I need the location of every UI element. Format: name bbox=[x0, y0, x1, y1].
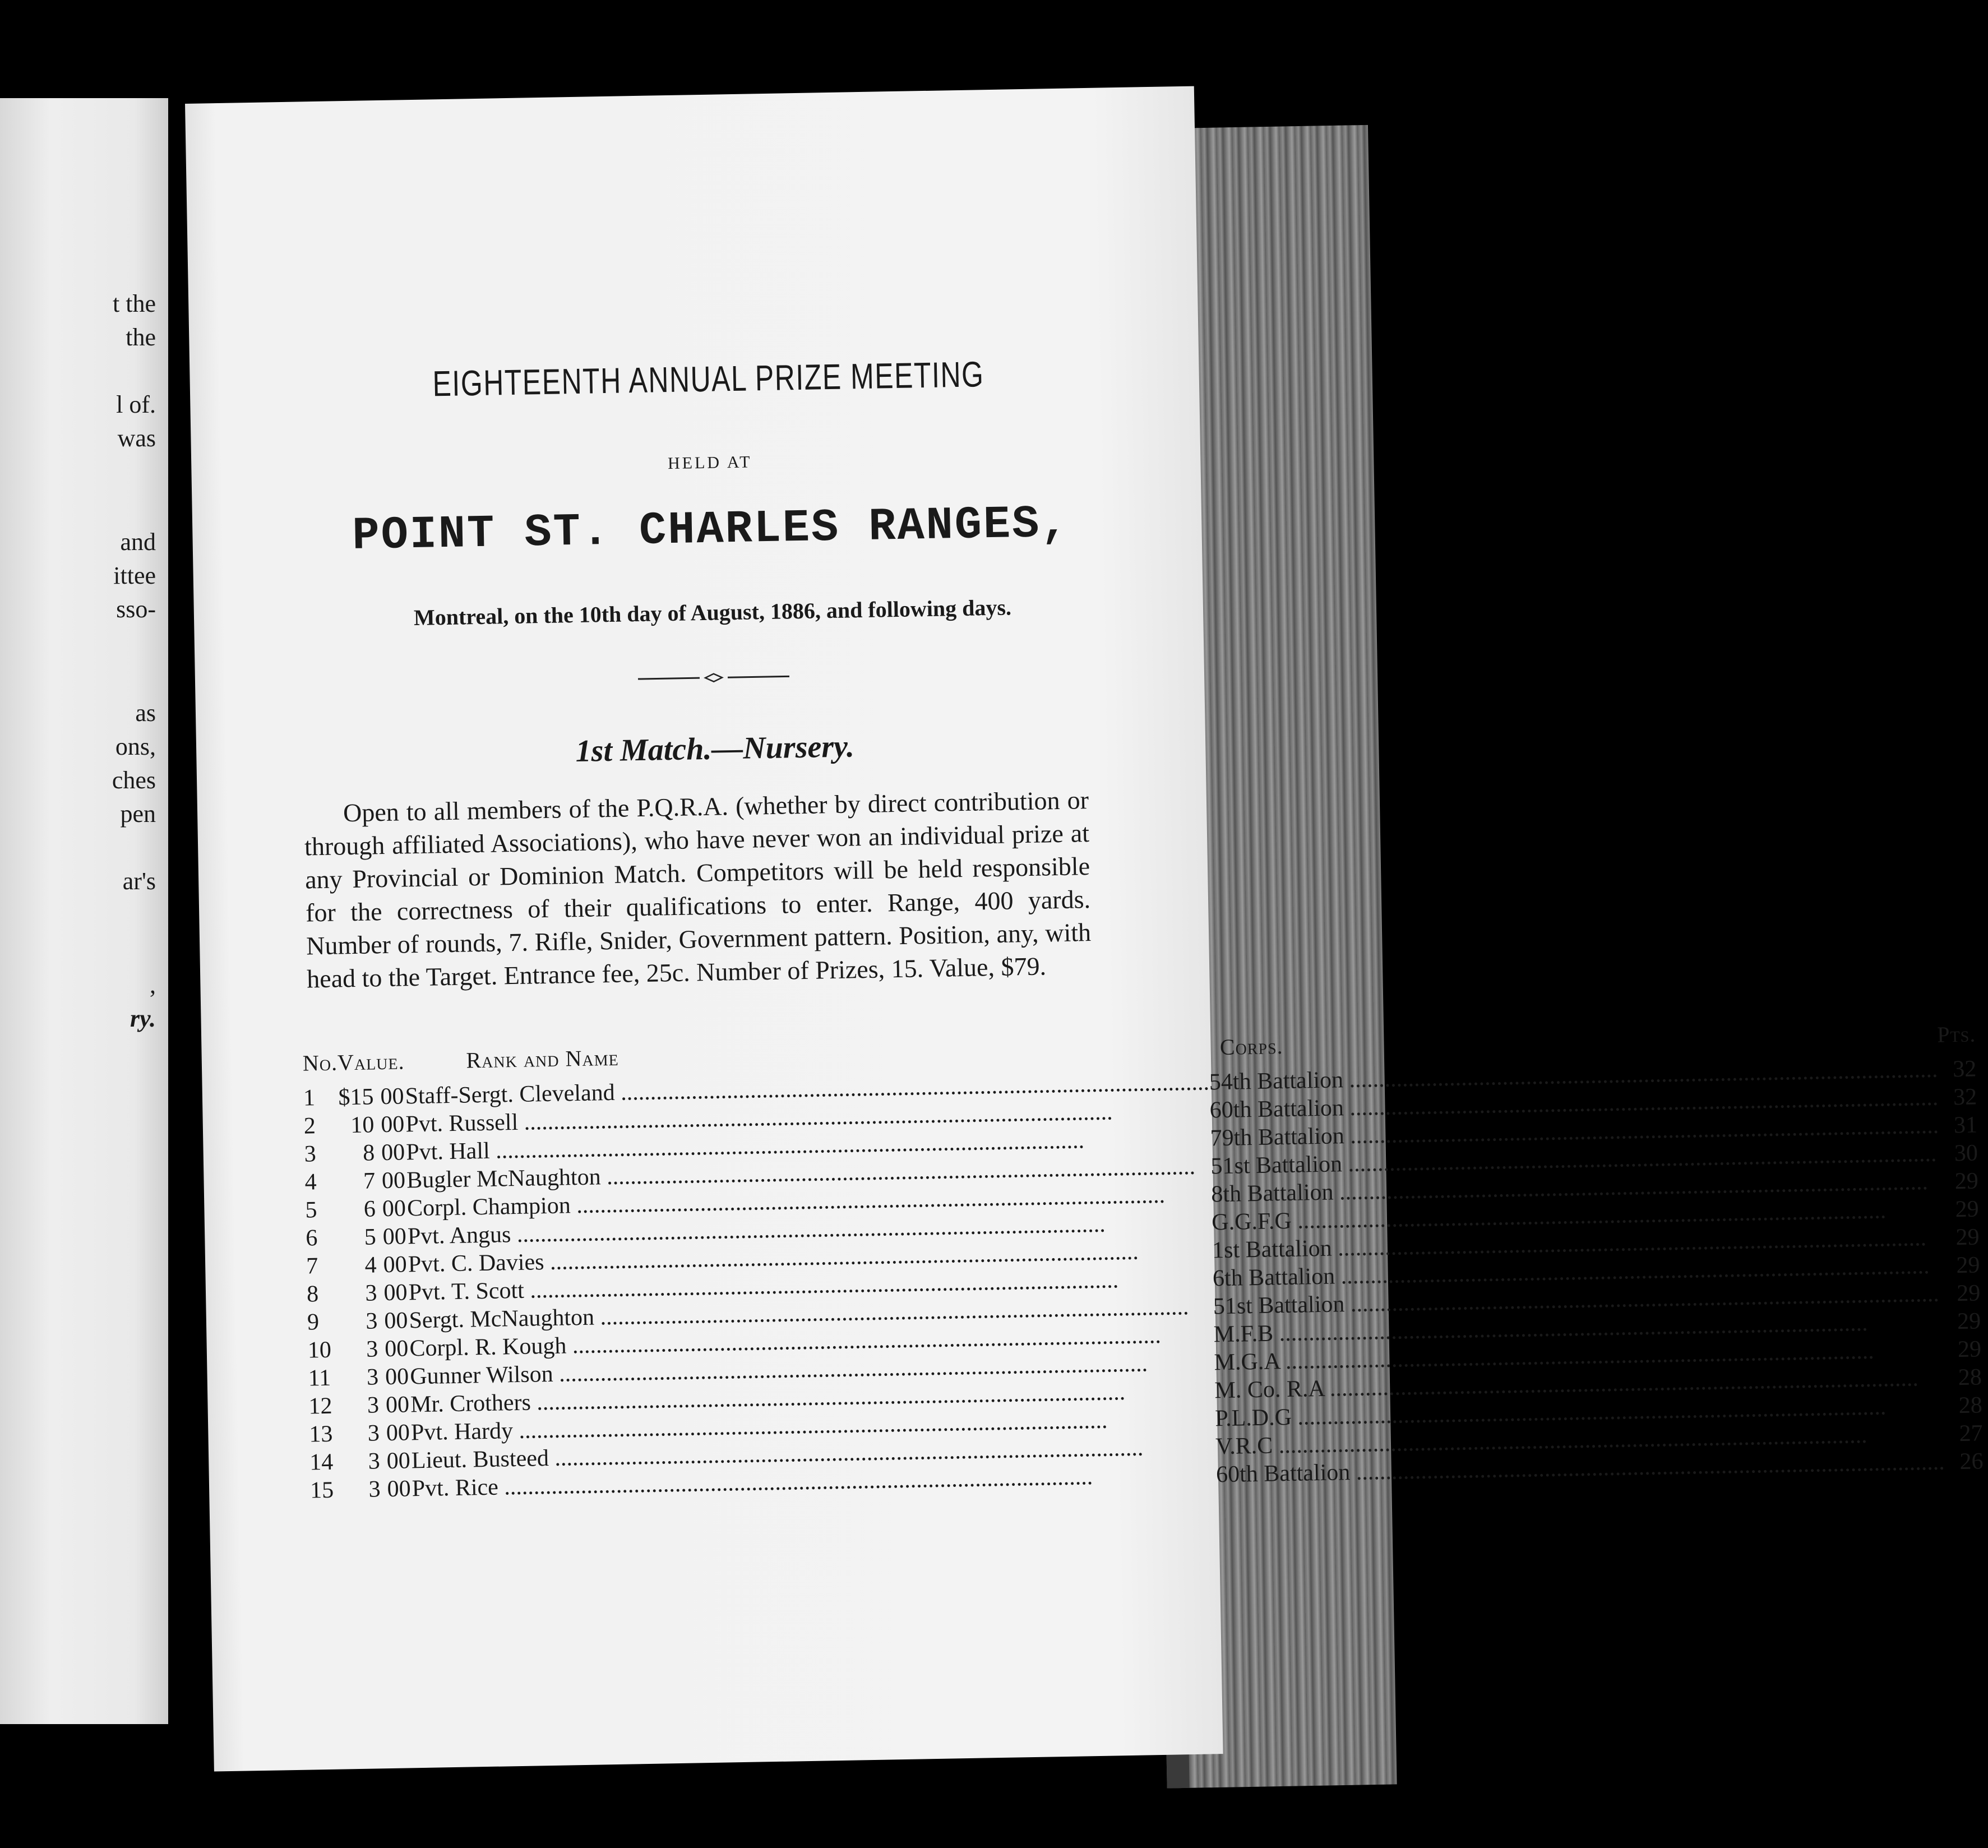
value-cents: 00 bbox=[386, 1448, 411, 1475]
match-description: Open to all members of the P.Q.R.A. (whether by direct contribution or through affiliated Associations), who have never won an individual prize at any Provincial or Dominion Match. Competitors will be held responsible for the correctness of their qualifications to enter. Range, 400 yards. Number of rounds, 7. Rifle, Snider, Government pattern. Position, any, with head to the Target. Entrance fee, 25c. Number of Prizes, 15. Value, $79. bbox=[304, 786, 1092, 994]
points: 26 bbox=[1959, 1448, 1984, 1475]
corps: 6th Battalion ..... bbox=[1213, 1252, 1941, 1293]
value-dollars: 3 bbox=[366, 1364, 379, 1390]
header-value: Value. bbox=[337, 1048, 405, 1075]
value-cents: 00 bbox=[383, 1279, 408, 1306]
left-fragment: ar's bbox=[122, 867, 156, 895]
value-cents: 00 bbox=[382, 1223, 407, 1250]
value-dollars: 3 bbox=[367, 1420, 380, 1447]
points: 32 bbox=[1952, 1056, 1977, 1083]
rank-and-name: Staff-Sergt. Cleveland ..... bbox=[405, 1068, 1209, 1110]
rank-and-name: Corpl. Champion ..... bbox=[407, 1180, 1212, 1222]
match-title: 1st Match.—Nursery. bbox=[575, 729, 855, 769]
value-dollars: 3 bbox=[368, 1476, 381, 1503]
rank-and-name: Bugler McNaughton ..... bbox=[406, 1152, 1211, 1194]
date-subtitle: Montreal, on the 10th day of August, 1886, and following days. bbox=[413, 594, 1012, 631]
points: 31 bbox=[1953, 1112, 1978, 1139]
left-facing-page bbox=[0, 98, 168, 1724]
corps: 51st Battalion ..... bbox=[1213, 1280, 1941, 1321]
prize-table-body bbox=[303, 1055, 1984, 1505]
header-corps: Corps. bbox=[1219, 1033, 1283, 1060]
row-number: 6 bbox=[305, 1225, 318, 1251]
held-at-label: HELD AT bbox=[667, 452, 752, 473]
value-cents: 00 bbox=[384, 1336, 409, 1362]
points: 27 bbox=[1959, 1420, 1984, 1447]
left-fragment: was bbox=[117, 424, 156, 452]
corps: V.R.C ..... bbox=[1215, 1420, 1944, 1461]
corps: P.L.D.G ..... bbox=[1215, 1392, 1944, 1433]
corps: M. Co. R.A ..... bbox=[1214, 1364, 1943, 1405]
corps: M.G.A ..... bbox=[1214, 1336, 1943, 1377]
row-number: 8 bbox=[306, 1281, 319, 1308]
rank-and-name: Pvt. T. Scott ..... bbox=[408, 1264, 1213, 1306]
points: 30 bbox=[1954, 1140, 1978, 1167]
row-number: 11 bbox=[308, 1365, 331, 1392]
value-dollars: 3 bbox=[367, 1392, 380, 1419]
value-cents: 00 bbox=[380, 1083, 404, 1110]
rank-and-name: Pvt. Angus ..... bbox=[408, 1208, 1212, 1250]
points: 29 bbox=[1955, 1224, 1980, 1251]
corps: 79th Battalion ..... bbox=[1210, 1112, 1939, 1153]
points: 32 bbox=[1953, 1084, 1977, 1111]
value-dollars: 7 bbox=[363, 1168, 376, 1194]
rank-and-name: Mr. Crothers ..... bbox=[410, 1376, 1215, 1419]
value-cents: 00 bbox=[381, 1167, 406, 1194]
venue-heading: POINT ST. CHARLES RANGES, bbox=[352, 497, 1070, 562]
row-number: 10 bbox=[307, 1337, 332, 1364]
value-dollars: $15 bbox=[338, 1084, 374, 1111]
left-fragment: the bbox=[126, 324, 156, 351]
left-fragment: ches bbox=[112, 766, 156, 794]
rank-and-name: Gunner Wilson ..... bbox=[410, 1348, 1214, 1390]
left-fragment: and bbox=[120, 528, 156, 556]
left-fragment: l of. bbox=[116, 391, 156, 418]
row-number: 4 bbox=[304, 1169, 317, 1195]
page-title: EIGHTEENTH ANNUAL PRIZE MEETING bbox=[432, 354, 985, 404]
header-no: No. bbox=[302, 1050, 338, 1076]
value-dollars: 3 bbox=[366, 1336, 378, 1362]
points: 29 bbox=[1955, 1196, 1980, 1223]
value-dollars: 3 bbox=[366, 1308, 378, 1334]
prize-table bbox=[302, 1020, 1983, 1505]
row-number: 5 bbox=[305, 1197, 317, 1223]
row-number: 7 bbox=[306, 1253, 318, 1279]
corps: M.F.B ..... bbox=[1213, 1308, 1942, 1349]
value-cents: 00 bbox=[381, 1139, 405, 1166]
corps: 54th Battalion ..... bbox=[1209, 1056, 1938, 1097]
left-fragment: ons, bbox=[115, 733, 156, 760]
corps: 60th Battalion ..... bbox=[1209, 1084, 1938, 1125]
rank-and-name: Pvt. C. Davies ..... bbox=[408, 1236, 1212, 1278]
row-number: 13 bbox=[309, 1421, 333, 1448]
row-number: 15 bbox=[309, 1477, 334, 1504]
corps: 60th Battalion ..... bbox=[1216, 1448, 1945, 1489]
left-fragment: sso- bbox=[116, 595, 156, 623]
left-fragment: t the bbox=[113, 290, 156, 317]
rank-and-name: Corpl. R. Kough ..... bbox=[409, 1320, 1214, 1362]
left-fragment: as bbox=[135, 699, 156, 727]
left-fragment: , bbox=[150, 971, 156, 999]
rank-and-name: Pvt. Russell ..... bbox=[405, 1096, 1210, 1138]
points: 29 bbox=[1956, 1252, 1980, 1279]
points: 28 bbox=[1958, 1364, 1982, 1391]
header-pts: Pts. bbox=[1936, 1021, 1976, 1047]
value-dollars: 3 bbox=[365, 1280, 377, 1306]
value-cents: 00 bbox=[385, 1392, 410, 1419]
row-number: 3 bbox=[304, 1141, 317, 1167]
corps: 8th Battalion ..... bbox=[1211, 1168, 1940, 1209]
value-cents: 00 bbox=[383, 1251, 408, 1278]
value-cents: 00 bbox=[380, 1111, 405, 1138]
value-cents: 00 bbox=[387, 1476, 412, 1503]
rank-and-name: Pvt. Hall ..... bbox=[406, 1124, 1210, 1166]
left-fragment: ittee bbox=[113, 562, 156, 589]
points: 29 bbox=[1956, 1280, 1981, 1307]
value-dollars: 4 bbox=[364, 1252, 377, 1278]
corps: 1st Battalion ..... bbox=[1212, 1224, 1941, 1265]
value-dollars: 6 bbox=[363, 1196, 376, 1222]
value-dollars: 10 bbox=[350, 1112, 375, 1139]
points: 29 bbox=[1957, 1336, 1982, 1363]
page-content bbox=[241, 86, 1984, 1504]
rank-and-name: Lieut. Busteed ..... bbox=[412, 1433, 1216, 1475]
header-name: Rank and Name bbox=[466, 1045, 619, 1073]
rank-and-name: Sergt. McNaughton ..... bbox=[409, 1292, 1213, 1334]
ornament-divider bbox=[638, 671, 789, 685]
row-number: 1 bbox=[303, 1085, 316, 1111]
rank-and-name: Pvt. Hardy ..... bbox=[411, 1405, 1215, 1447]
corps: 51st Battalion ..... bbox=[1210, 1140, 1939, 1181]
value-dollars: 3 bbox=[368, 1448, 381, 1475]
value-cents: 00 bbox=[385, 1364, 409, 1390]
left-fragment: ry. bbox=[130, 1005, 156, 1032]
row-number: 12 bbox=[308, 1393, 332, 1420]
row-number: 9 bbox=[307, 1309, 320, 1336]
book-page bbox=[185, 86, 1984, 1772]
value-cents: 00 bbox=[386, 1420, 410, 1447]
value-cents: 00 bbox=[384, 1308, 408, 1334]
left-fragment: pen bbox=[120, 800, 156, 828]
points: 28 bbox=[1958, 1392, 1983, 1419]
rank-and-name: Pvt. Rice ..... bbox=[412, 1461, 1216, 1503]
row-number: 14 bbox=[309, 1449, 334, 1476]
value-cents: 00 bbox=[382, 1195, 406, 1222]
corps: G.G.F.G ..... bbox=[1212, 1196, 1940, 1237]
row-number: 2 bbox=[303, 1113, 316, 1139]
points: 29 bbox=[1954, 1168, 1979, 1195]
points: 29 bbox=[1957, 1308, 1981, 1335]
value-dollars: 5 bbox=[364, 1224, 377, 1250]
value-dollars: 8 bbox=[362, 1140, 375, 1166]
